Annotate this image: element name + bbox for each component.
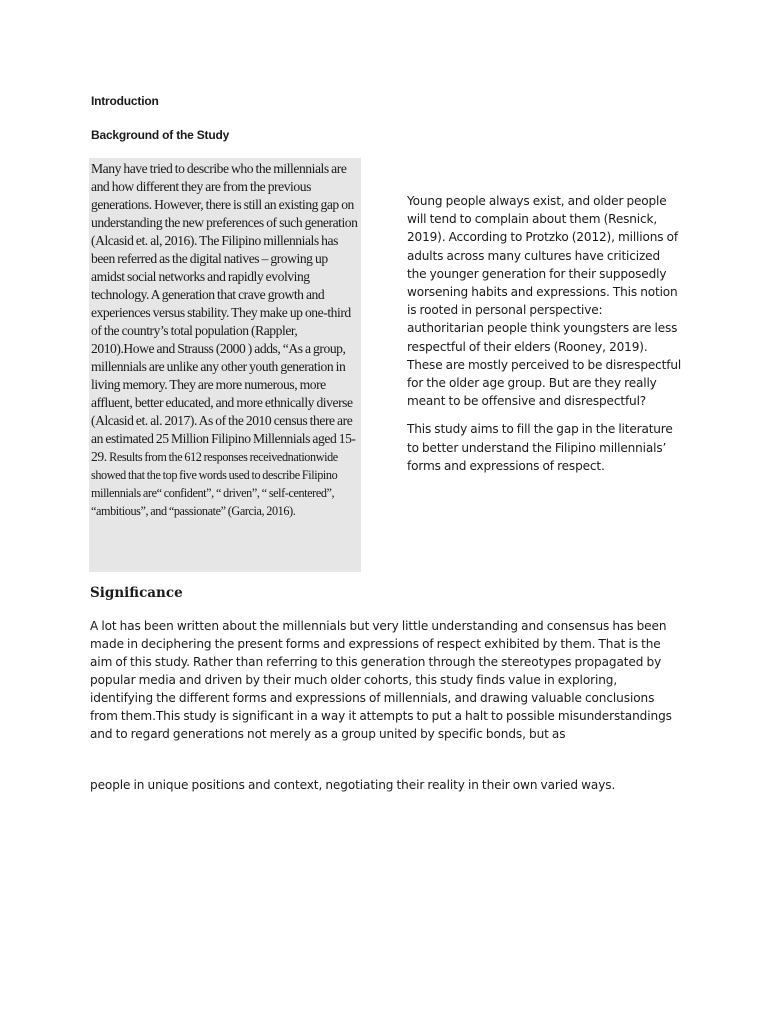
right-paragraph-2: This study aims to fill the gap in the literature to better understand the Filipino millennials’ forms and expressions of respect. (407, 422, 673, 473)
background-main-text: Many have tried to describe who the millennials are and how different they are from the previous generations. However, there is still an existing gap on understanding the new preferences of such generation (Alcasid et. al, 2016). The Filipino millennials has been referred as the digital natives – growing up amidst social networks and rapidly evolving technology. A generation that crave growth and experiences versus stability. They make up one-third of the country’s total population (Rappler, 2010).Howe and Strauss (2000 ) adds, “As a group, millennials are unlike any other youth generation in living memory. They are more numerous, more affluent, better educated, and more ethnically diverse (Alcasid et. al. 2017). As of the 2010 census there are an estimated 25 Million Filipino Millennials aged 15-29. (91, 161, 358, 464)
right-column (407, 192, 682, 485)
introduction-heading: Introduction (91, 94, 159, 108)
background-survey-text: Results from the 612 responses receivednationwide showed that the top five words used to describe Filipino millennials are“ confident”, “ driven”, “ self-centered”, “ambitious”, and “passionate” (Garcia, 2016). (91, 450, 338, 518)
significance-heading: Significance (90, 585, 183, 601)
highlighted-text-block (89, 158, 361, 572)
background-heading: Background of the Study (91, 128, 230, 142)
significance-paragraph-2: people in unique positions and context, negotiating their reality in their own varied ways. (90, 778, 616, 792)
right-paragraph-1: Young people always exist, and older people will tend to complain about them (Resnick, 2019). According to Protzko (2012), millions of adults across many cultures have criticized the younger generation for their supposedly worsening habits and expressions. This notion is rooted in personal perspective: authoritarian people think youngsters are less respectful of their elders (Rooney, 2019). These are mostly perceived to be disrespectful for the older age group. But are they really meant to be offensive and disrespectful? (407, 194, 682, 409)
significance-paragraph-1: A lot has been written about the millennials but very little understanding and consensus has been made in deciphering the present forms and expressions of respect exhibited by them. That is the aim of this study. Rather than referring to this generation through the stereotypes propagated by popular media and driven by their much older cohorts, this study finds value in exploring, identifying the different forms and expressions of millennials, and drawing valuable conclusions from them.This study is significant in a way it attempts to put a halt to possible misunderstandings and to regard generations not merely as a group united by specific bonds, but as (90, 619, 672, 741)
